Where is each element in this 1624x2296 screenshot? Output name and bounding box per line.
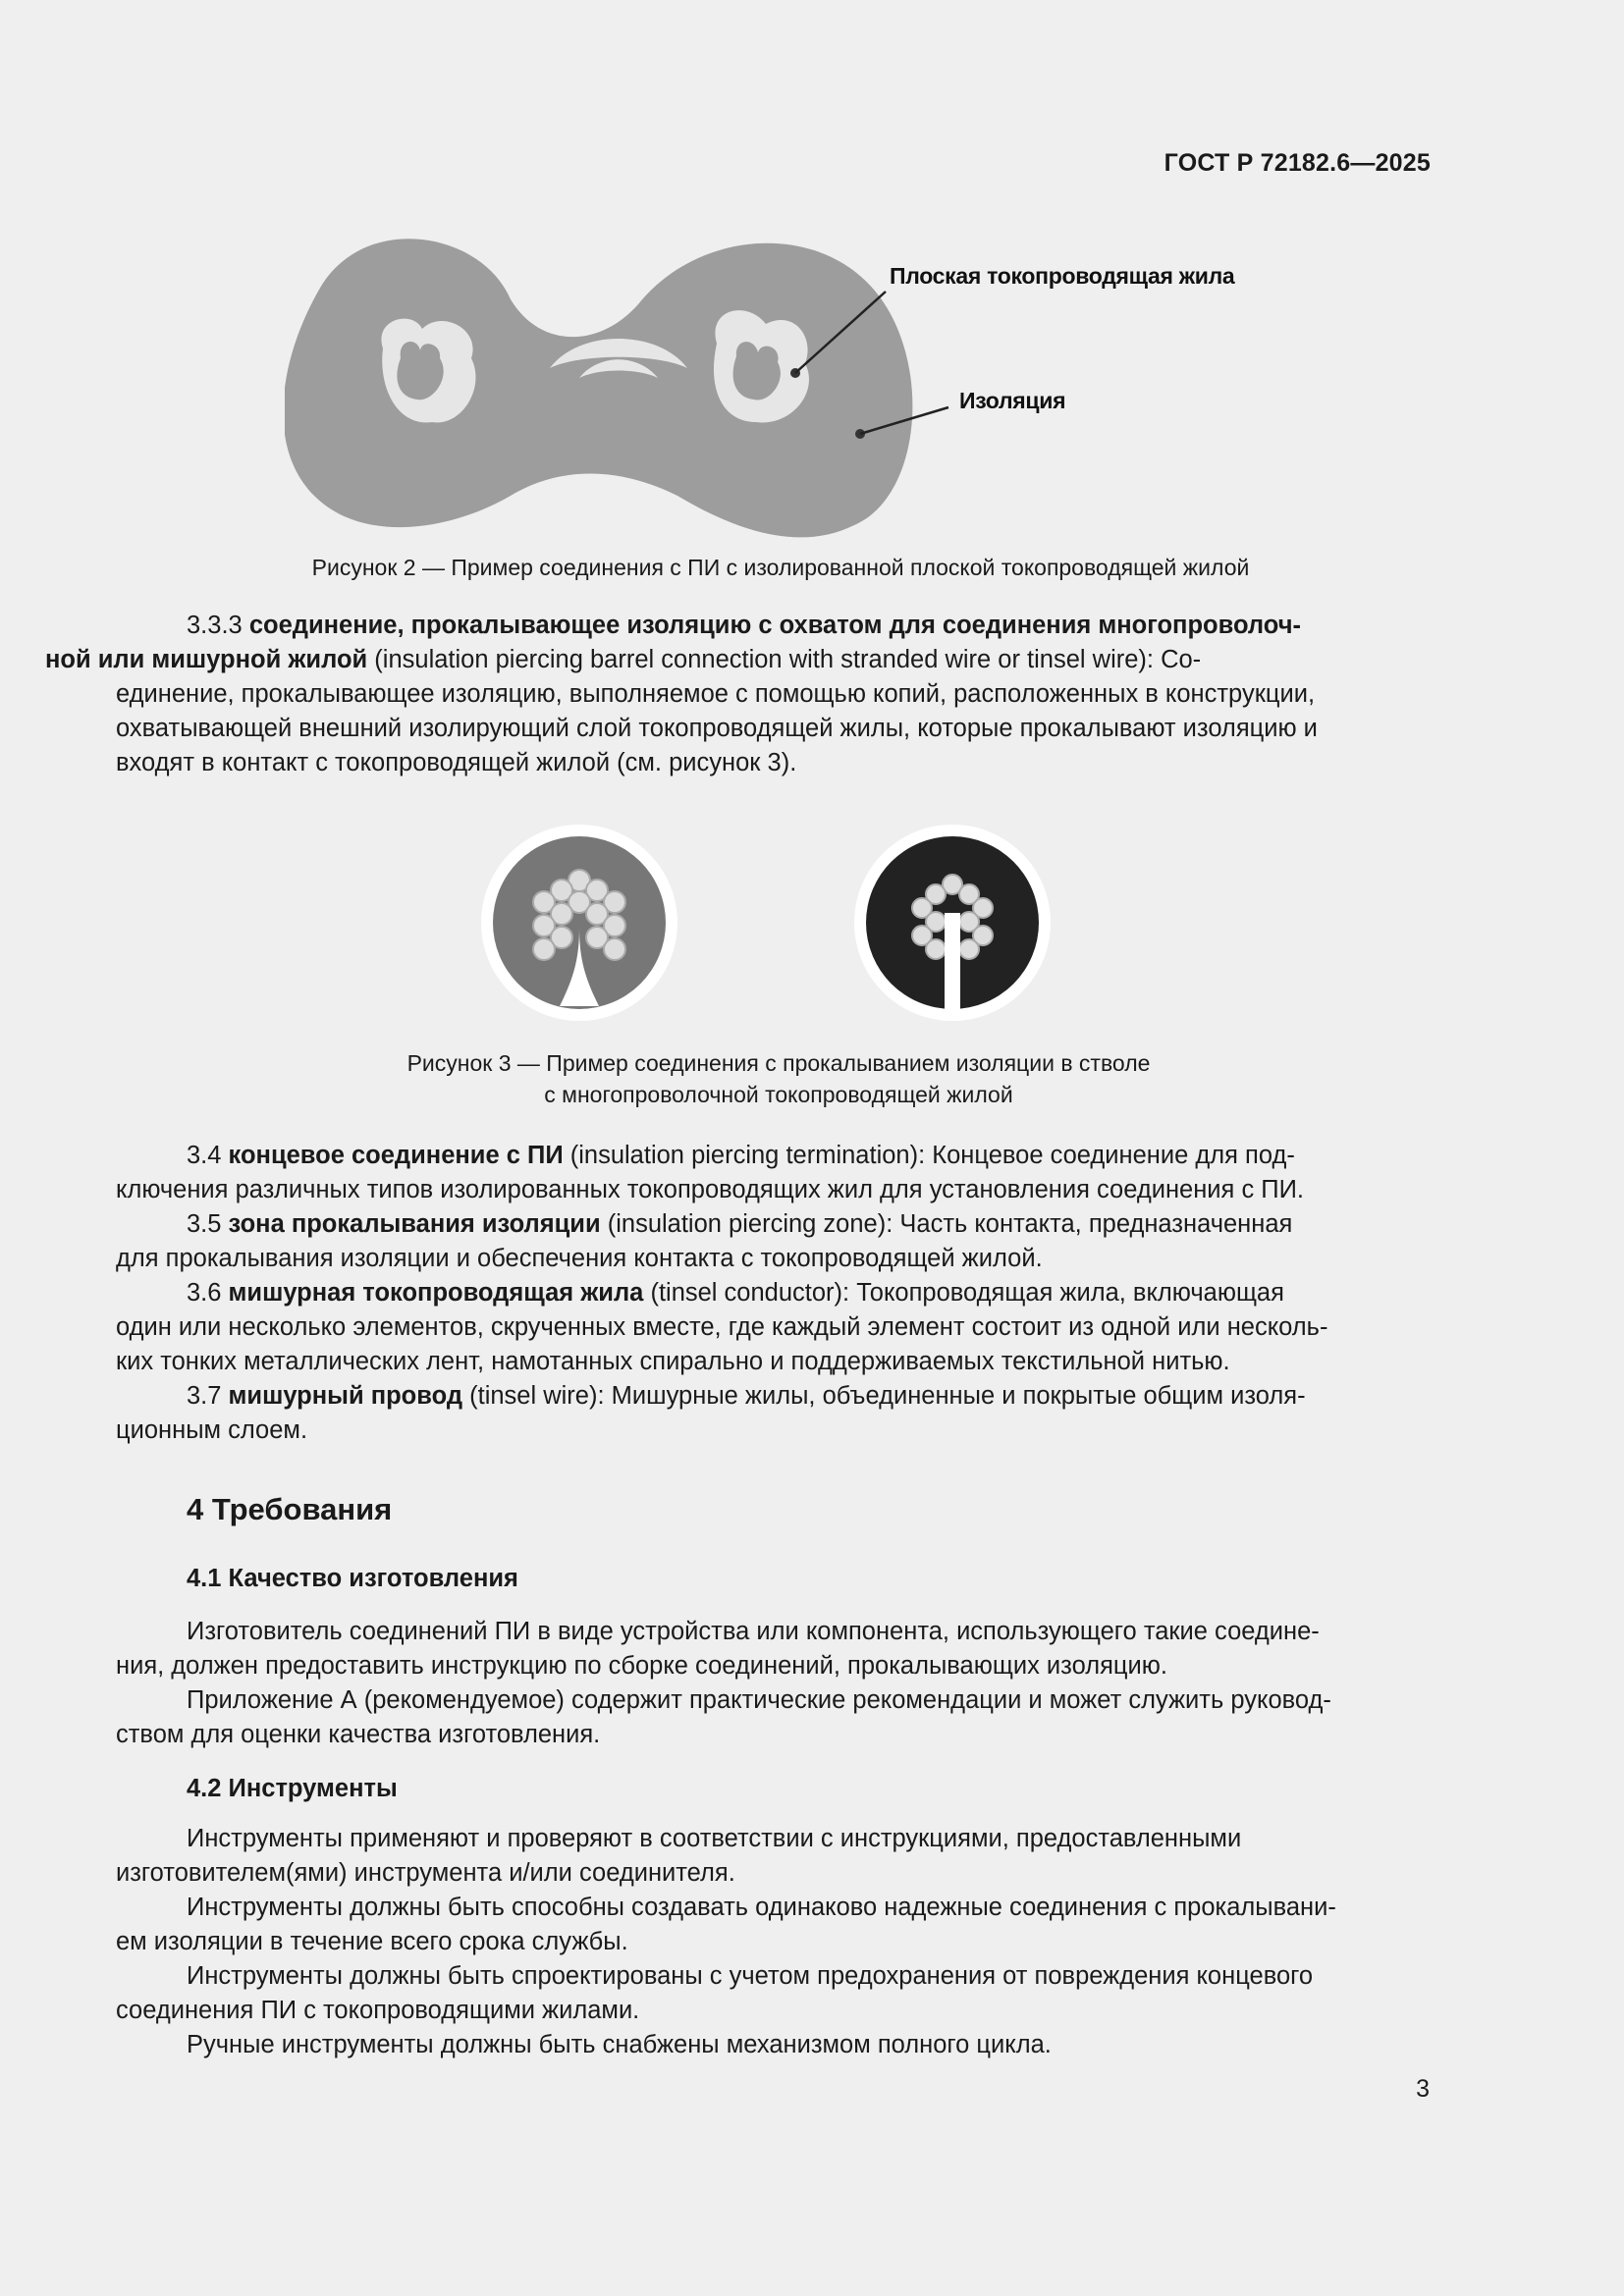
clause-term: концевое соединение с ПИ — [228, 1142, 564, 1169]
paragraph-text: ством для оценки качества изготовления. — [116, 1721, 601, 1748]
clause-text: входят в контакт с токопроводящей жилой (см. рисунок 3). — [116, 749, 797, 776]
clause-text: (insulation piercing zone): Часть контакта, предназначенная — [607, 1210, 1293, 1238]
paragraph-text: соединения ПИ с токопроводящими жилами. — [116, 1997, 640, 2024]
paragraph-text: Инструменты должны быть спроектированы с учетом предохранения от повреждения концевого — [187, 1962, 1314, 1990]
paragraph-text: Изготовитель соединений ПИ в виде устройства или компонента, использующего такие соедине- — [187, 1618, 1320, 1645]
clause-term-cont: ной или мишурной жилой — [45, 646, 368, 673]
figure-3-caption-line-2: с многопроволочной токопроводящей жилой — [544, 1082, 1013, 1107]
clause-term: мишурная токопроводящая жила — [228, 1279, 644, 1307]
clause-number: 3.3.3 — [187, 612, 243, 639]
figure-3-illustration — [481, 820, 1051, 1026]
paragraph-text: ния, должен предоставить инструкцию по сборке соединений, прокалывающих изоляцию. — [116, 1652, 1167, 1680]
section-4-2-body — [116, 1822, 1430, 2062]
clause-text: (tinsel wire): Мишурные жилы, объединенные и покрытые общим изоля- — [469, 1382, 1306, 1410]
figure-2-caption: Рисунок 2 — Пример соединения с ПИ с изолированной плоской токопроводящей жилой — [311, 555, 1250, 580]
document-code: ГОСТ Р 72182.6—2025 — [1164, 149, 1431, 177]
paragraph-text: изготовителем(ями) инструмента и/или соединителя. — [116, 1859, 735, 1887]
section-4-1-heading: 4.1 Качество изготовления — [187, 1565, 518, 1592]
section-4-2-heading: 4.2 Инструменты — [187, 1775, 398, 1802]
clause-number: 3.7 — [187, 1382, 222, 1410]
clause-text: (insulation piercing termination): Концевое соединение для под- — [569, 1142, 1295, 1169]
clause-text: ключения различных типов изолированных токопроводящих жил для установления соединения с ПИ. — [116, 1176, 1305, 1203]
section-4-1-body — [116, 1615, 1430, 1752]
clause-text: один или несколько элементов, скрученных вместе, где каждый элемент состоит из одной или несколь- — [116, 1313, 1328, 1341]
clause-term: соединение, прокалывающее изоляцию с охватом для соединения многопроволоч- — [248, 612, 1301, 639]
page-number: 3 — [1416, 2075, 1430, 2103]
paragraph-text: Ручные инструменты должны быть снабжены механизмом полного цикла. — [187, 2031, 1052, 2058]
clause-text: (tinsel conductor): Токопроводящая жила, включающая — [650, 1279, 1284, 1307]
figure-3-caption-line-1: Рисунок 3 — Пример соединения с прокалыванием изоляции в стволе — [406, 1050, 1151, 1076]
clause-text: ционным слоем. — [116, 1416, 308, 1444]
clause-number: 3.4 — [187, 1142, 222, 1169]
clause-text: (insulation piercing barrel connection with stranded wire or tinsel wire): Со- — [374, 646, 1202, 673]
section-4-heading: 4 Требования — [187, 1492, 393, 1526]
clause-term: зона прокалывания изоляции — [228, 1210, 601, 1238]
clause-text: охватывающей внешний изолирующий слой токопроводящей жилы, которые прокалывают изоляцию и — [116, 715, 1318, 742]
paragraph-text: Приложение А (рекомендуемое) содержит практические рекомендации и может служить руковод- — [187, 1686, 1331, 1714]
clause-text: единение, прокалывающее изоляцию, выполняемое с помощью копий, расположенных в конструкции, — [116, 680, 1316, 708]
clause-3-3-3 — [45, 609, 1430, 780]
clause-number: 3.5 — [187, 1210, 222, 1238]
clause-term: мишурный провод — [228, 1382, 463, 1410]
clause-text: ких тонких металлических лент, намотанных спирально и поддерживаемых текстильной нитью. — [116, 1348, 1230, 1375]
paragraph-text: Инструменты применяют и проверяют в соответствии с инструкциями, предоставленными — [187, 1825, 1242, 1852]
clause-text: для прокалывания изоляции и обеспечения контакта с токопроводящей жилой. — [116, 1245, 1043, 1272]
paragraph-text: ем изоляции в течение всего срока службы. — [116, 1928, 628, 1955]
clauses-3-4-to-3-7 — [116, 1139, 1430, 1448]
clause-number: 3.6 — [187, 1279, 222, 1307]
figure-2-conductor-label: Плоская токопроводящая жила — [890, 263, 1235, 289]
paragraph-text: Инструменты должны быть способны создавать одинаково надежные соединения с прокалывани- — [187, 1894, 1336, 1921]
figure-2-insulation-label: Изоляция — [959, 388, 1066, 413]
